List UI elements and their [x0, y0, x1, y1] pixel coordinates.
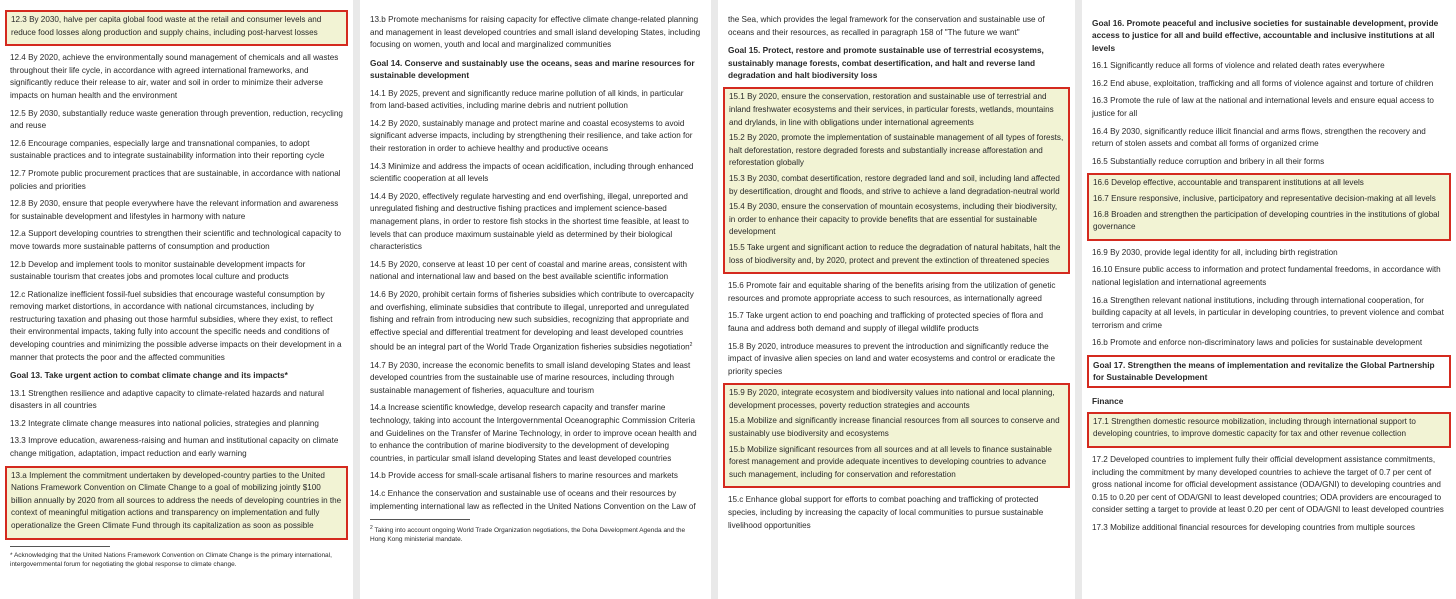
target-16-10: 16.10 Ensure public access to information and protect fundamental freedoms, in accordance with national legislation and international agreements [1092, 265, 1441, 287]
target-15-6: 15.6 Promote fair and equitable sharing of the benefits arising from the utilization of genetic resources and promote appropriate access to such resources, as internationally agreed [728, 281, 1056, 303]
target-14-b: 14.b Provide access for small-scale artisanal fishers to marine resources and markets [370, 471, 678, 481]
target-12-b: 12.b Develop and implement tools to monitor sustainable development impacts for sustainable tourism that creates jobs and promotes local culture and products [10, 259, 306, 282]
goal-16-heading: Goal 16. Promote peaceful and inclusive societies for sustainable development, provide access to justice for all and build effective, accountable and inclusive institutions at all levels [1092, 18, 1439, 53]
target-12-8: 12.8 By 2030, ensure that people everywhere have the relevant information and awareness for sustainable development and lifestyles in harmony with nature [10, 199, 339, 221]
footnote-text: Taking into account ongoing World Trade Organization negotiations, the Doha Development Agenda and the Hong Kong ministerial mandate. [370, 527, 686, 544]
target-17-1: 17.1 Strengthen domestic resource mobilization, including through international support to developing countries, to improve domestic capacity for tax and other revenue collection [1093, 416, 1416, 439]
target-15-3: 15.3 By 2030, combat desertification, restore degraded land and soil, including land affected by desertification, drought and floods, and strive to achieve a land degradation-neutral world [729, 173, 1060, 196]
highlight-box [1087, 173, 1451, 240]
finance-subheading: Finance [1092, 395, 1124, 406]
target-16-1: 16.1 Significantly reduce all forms of violence and related death rates everywhere [1092, 61, 1385, 71]
target-14-4: 14.4 By 2020, effectively regulate harvesting and end overfishing, illegal, unreported and unregulated fishing and destructive fishing practices and implement science-based management plans, in order to restore fish stocks in the shortest time feasible, at least to levels that can produce maximum sustainable yield as determined by their biological characteristics [370, 191, 689, 252]
target-15-a: 15.a Mobilize and significantly increase financial resources from all sources to conserve and sustainably use biodiversity and ecosystems [729, 416, 1060, 439]
target-13-a: 13.a Implement the commitment undertaken by developed-country parties to the United Nations Framework Convention on Climate Change to a goal of mobilizing jointly $100 billion annually by 2020 from all sources to address the needs of developing countries in the context of meaningful mitigation actions and transparency on implementation and fully operationalize the Green Climate Fund through its capitalization as soon as possible [11, 470, 342, 530]
target-14-c-continued: the Sea, which provides the legal framework for the conservation and sustainable use of oceans and their resources, as recalled in paragraph 158 of "The future we want" [728, 15, 1045, 37]
target-13-2: 13.2 Integrate climate change measures into national policies, strategies and planning [10, 418, 319, 428]
footnote-marker: 2 [370, 525, 373, 532]
target-16-5: 16.5 Substantially reduce corruption and bribery in all their forms [1092, 156, 1325, 166]
target-16-3: 16.3 Promote the rule of law at the national and international levels and ensure equal access to justice for all [1092, 96, 1434, 118]
target-13-1: 13.1 Strengthen resilience and adaptive capacity to climate-related hazards and natural disasters in all countries [10, 388, 324, 411]
footnote-rule [10, 546, 110, 547]
target-15-2: 15.2 By 2020, promote the implementation of sustainable management of all types of forests, halt deforestation, restore degraded forests and substantially increase afforestation and reforestation globally [729, 133, 1064, 168]
target-14-c: 14.c Enhance the conservation and sustainable use of oceans and their resources by implementing international law as reflected in the United Nations Convention on the Law of [370, 488, 696, 511]
target-16-6: 16.6 Develop effective, accountable and transparent institutions at all levels [1093, 178, 1364, 188]
highlight-box [5, 10, 348, 46]
target-16-b: 16.b Promote and enforce non-discriminatory laws and policies for sustainable development [1092, 338, 1423, 348]
highlight-box [5, 466, 348, 540]
footnote: * Acknowledging that the United Nations Framework Convention on Climate Change is the primary international, intergovernmental forum for negotiating the global response to climate change. [10, 551, 332, 568]
target-14-1: 14.1 By 2025, prevent and significantly reduce marine pollution of all kinds, in particular from land-based activities, including marine debris and nutrient pollution [370, 88, 684, 111]
target-15-1: 15.1 By 2020, ensure the conservation, restoration and sustainable use of terrestrial and inland freshwater ecosystems and their services, in particular forests, wetlands, mountains and drylands, in line with obligations under international agreements [729, 92, 1054, 127]
goal-13-heading: Goal 13. Take urgent action to combat climate change and its impacts* [10, 370, 288, 381]
target-16-8: 16.8 Broaden and strengthen the participation of developing countries in the institutions of global governance [1093, 209, 1440, 232]
target-17-2: 17.2 Developed countries to implement fully their official development assistance commitments, including the commitment by many developed countries to achieve the target of 0.7 per cent of gross national income for official development assistance (ODA/GNI) to developing countries and 0.15 to 0.20 per cent of ODA/GNI to least developed countries; ODA providers are encouraged to consider setting a target to provide at least 0.20 per cent of ODA/GNI to least developed countries [1092, 454, 1444, 515]
target-16-7: 16.7 Ensure responsive, inclusive, participatory and representative decision-making at all levels [1093, 193, 1436, 203]
target-14-6-text: 14.6 By 2020, prohibit certain forms of fisheries subsidies which contribute to overcapacity and overfishing, eliminate subsidies that contribute to illegal, unreported and unregulated fishing and refrain from introducing new such subsidies, recognizing that appropriate and effective special and differential treatment for developing and least developed countries should be an integral part of the World Trade Organization fisheries subsidies negotiation [370, 289, 694, 352]
goal-14-heading: Goal 14. Conserve and sustainably use the oceans, seas and marine resources for sustainable development [370, 57, 695, 81]
page-goal-16-17 [1082, 0, 1456, 599]
target-13-3: 13.3 Improve education, awareness-raising and human and institutional capacity on climate change mitigation, adaptation, impact reduction and early warning [10, 436, 339, 459]
target-14-6 [370, 289, 701, 355]
highlight-box [723, 383, 1070, 488]
highlight-box [1087, 355, 1451, 388]
target-12-4: 12.4 By 2020, achieve the environmentally sound management of chemicals and all wastes throughout their life cycle, in accordance with agreed international frameworks, and significantly reduce their release to air, water and soil in order to minimize their adverse impacts on human health and the environment [10, 53, 339, 100]
target-12-c: 12.c Rationalize inefficient fossil-fuel subsidies that encourage wasteful consumption by removing market distortions, in accordance with national circumstances, including by restructuring taxation and phasing out those harmful subsidies, where they exist, to reflect their environmental impacts, taking fully into account the specific needs and conditions of developing countries and minimizing the possible adverse impacts on their development in a manner that protects the poor and the affected communities [10, 289, 342, 362]
target-15-5: 15.5 Take urgent and significant action to reduce the degradation of natural habitats, halt the loss of biodiversity and, by 2020, protect and prevent the extinction of threatened species [729, 242, 1061, 265]
target-15-9: 15.9 By 2020, integrate ecosystem and biodiversity values into national and local planning, development processes, poverty reduction strategies and accounts [729, 388, 1055, 410]
highlight-box [723, 87, 1070, 274]
target-12-7: 12.7 Promote public procurement practices that are sustainable, in accordance with national policies and priorities [10, 168, 341, 191]
target-12-5: 12.5 By 2030, substantially reduce waste generation through prevention, reduction, recycling and reuse [10, 108, 343, 131]
footnote-marker: 2 [689, 342, 693, 349]
target-12-3: 12.3 By 2030, halve per capita global food waste at the retail and consumer levels and reduce food losses along production and supply chains, including post-harvest losses [11, 15, 322, 37]
target-17-3: 17.3 Mobilize additional financial resources for developing countries from multiple sources [1092, 522, 1415, 532]
target-12-6: 12.6 Encourage companies, especially large and transnational companies, to adopt sustainable practices and to integrate sustainability information into their reporting cycle [10, 138, 325, 161]
target-16-2: 16.2 End abuse, exploitation, trafficking and all forms of violence against and torture of children [1092, 78, 1434, 88]
target-13-b: 13.b Promote mechanisms for raising capacity for effective climate change-related planning and management in least developed countries and small island developing States, including focusing on women, youth and local and marginalized communities [370, 15, 701, 50]
footnote-rule [370, 519, 470, 520]
page-goal-12-13 [0, 0, 353, 599]
target-15-b: 15.b Mobilize significant resources from all sources and at all levels to finance sustainable forest management and provide adequate incentives to developing countries to advance such management, including for conservation and reforestation [729, 444, 1052, 479]
target-16-9: 16.9 By 2030, provide legal identity for all, including birth registration [1092, 247, 1338, 257]
target-14-2: 14.2 By 2020, sustainably manage and protect marine and coastal ecosystems to avoid significant adverse impacts, including by strengthening their resilience, and take action for their restoration in order to achieve healthy and productive oceans [370, 118, 693, 153]
target-15-c: 15.c Enhance global support for efforts to combat poaching and trafficking of protected species, including by increasing the capacity of local communities to pursue sustainable livelihood opportunities [728, 495, 1044, 530]
goal-15-heading: Goal 15. Protect, restore and promote sustainable use of terrestrial ecosystems, sustainably manage forests, combat desertification, and halt and reverse land degradation and halt biodiversity loss [728, 45, 1044, 80]
page-goal-15 [718, 0, 1075, 599]
page-goal-14 [360, 0, 711, 599]
target-15-7: 15.7 Take urgent action to end poaching and trafficking of protected species of flora and fauna and address both demand and supply of illegal wildlife products [728, 311, 1043, 333]
target-14-3: 14.3 Minimize and address the impacts of ocean acidification, including through enhanced scientific cooperation at all levels [370, 161, 694, 184]
target-14-a: 14.a Increase scientific knowledge, develop research capacity and transfer marine technology, taking into account the Intergovernmental Oceanographic Commission Criteria and Guidelines on the Transfer of Marine Technology, in order to improve ocean health and to enhance the contribution of marine biodiversity to the development of developing countries, in particular small island developing States and least developed countries [370, 403, 697, 463]
target-14-5: 14.5 By 2020, conserve at least 10 per cent of coastal and marine areas, consistent with national and international law and based on the best available scientific information [370, 259, 688, 282]
target-12-a: 12.a Support developing countries to strengthen their scientific and technological capacity to move towards more sustainable patterns of consumption and production [10, 229, 342, 251]
footnote [370, 524, 701, 544]
target-15-4: 15.4 By 2030, ensure the conservation of mountain ecosystems, including their biodiversity, in order to enhance their capacity to provide benefits that are essential for sustainable development [729, 202, 1058, 237]
highlight-box [1087, 412, 1451, 448]
target-15-8: 15.8 By 2020, introduce measures to prevent the introduction and significantly reduce the impact of invasive alien species on land and water ecosystems and control or eradicate the priority species [728, 341, 1055, 376]
target-16-a: 16.a Strengthen relevant national institutions, including through international cooperation, for building capacity at all levels, in particular in developing countries, to prevent violence and combat terrorism and crime [1092, 295, 1444, 330]
target-16-4: 16.4 By 2030, significantly reduce illicit financial and arms flows, strengthen the recovery and return of stolen assets and combat all forms of organized crime [1092, 126, 1426, 149]
target-14-7: 14.7 By 2030, increase the economic benefits to small island developing States and least developed countries from the sustainable use of marine resources, including through sustainable management of fisheries, aquaculture and tourism [370, 360, 691, 395]
goal-17-heading: Goal 17. Strengthen the means of implementation and revitalize the Global Partnership for Sustainable Development [1093, 359, 1435, 383]
